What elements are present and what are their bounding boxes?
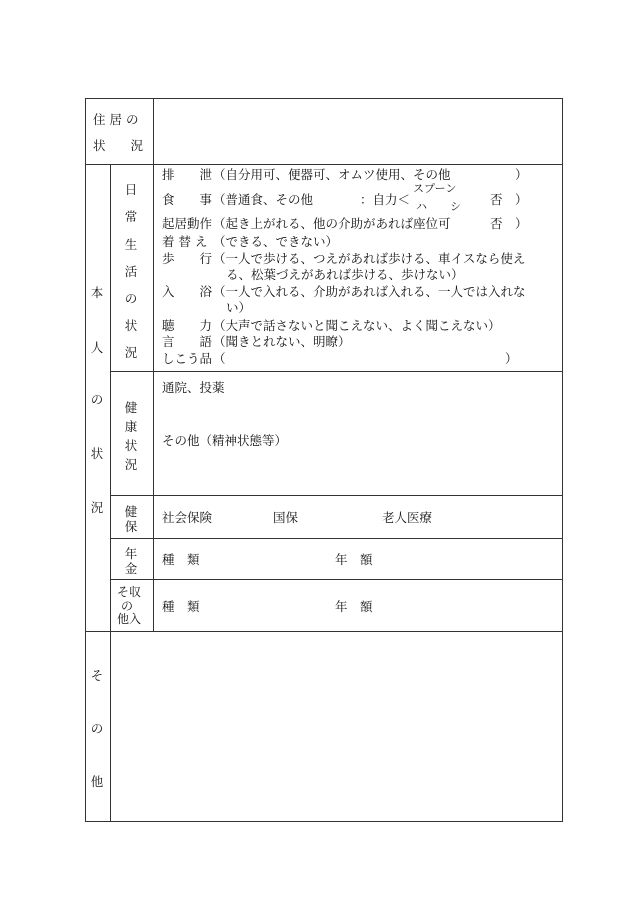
pension-label-1: 年 bbox=[124, 546, 138, 561]
walking-label: 歩 行 bbox=[162, 251, 213, 266]
others-label-char: の bbox=[90, 721, 104, 736]
insurance-social: 社会保険 bbox=[162, 510, 213, 525]
luxury-open: （ bbox=[213, 351, 226, 366]
pension-kind: 種 類 bbox=[162, 552, 200, 567]
divider-insurance-bottom bbox=[110, 538, 563, 539]
luxury-label: しこう品 bbox=[162, 351, 213, 366]
walking-text-1: （一人で歩ける、つえがあれば歩ける、車イスなら使え bbox=[213, 251, 526, 266]
meal-chopsticks-1: ハ bbox=[416, 200, 427, 213]
self-label-char: 況 bbox=[90, 500, 104, 515]
pension-amount: 年 額 bbox=[335, 552, 373, 567]
walking-text-2: る、松葉づえがあれば歩ける、歩けない） bbox=[226, 267, 464, 282]
meal-close: ） bbox=[515, 192, 528, 207]
other-income-amount: 年 額 bbox=[335, 599, 373, 614]
daily-label-char: 活 bbox=[124, 264, 138, 279]
meal-no: 否 bbox=[490, 192, 503, 207]
rising-label: 起居動作 bbox=[162, 216, 213, 231]
other-income-label-2: の bbox=[121, 599, 134, 613]
insurance-national: 国保 bbox=[273, 510, 299, 525]
housing-label-2: 状 況 bbox=[93, 138, 144, 153]
speech-text: （聞きとれない、明瞭） bbox=[213, 334, 351, 349]
speech-label: 言 語 bbox=[162, 334, 213, 349]
excretion-text: （自分用可、便器可、オムツ使用、その他 bbox=[213, 167, 451, 182]
divider-self-col bbox=[110, 164, 111, 632]
dressing-text: （できる、できない） bbox=[213, 234, 339, 249]
meal-spoon: スプーン bbox=[413, 182, 457, 195]
divider-housing-label bbox=[153, 98, 154, 165]
pension-label-2: 金 bbox=[124, 561, 138, 576]
daily-label-char: 常 bbox=[124, 209, 138, 224]
bathing-text-2: い） bbox=[226, 300, 252, 315]
insurance-elderly: 老人医療 bbox=[382, 510, 433, 525]
daily-label-char: 日 bbox=[124, 182, 138, 197]
health-label-char: 況 bbox=[124, 457, 138, 472]
self-label-char: 状 bbox=[90, 446, 104, 461]
meal-text: （普通食、その他 bbox=[213, 192, 314, 207]
rising-close: ） bbox=[515, 216, 528, 231]
other-income-label-1: そ収 bbox=[117, 585, 142, 599]
hearing-label: 聴 力 bbox=[162, 318, 213, 333]
insurance-label-2: 保 bbox=[124, 519, 138, 534]
rising-no: 否 bbox=[490, 216, 503, 231]
bathing-label: 入 浴 bbox=[162, 284, 213, 299]
bathing-text-1: （一人で入れる、介助があれば入れる、一人では入れな bbox=[213, 284, 526, 299]
health-label-char: 状 bbox=[124, 438, 138, 453]
divider-daily-bottom bbox=[110, 371, 563, 372]
daily-label-char: 況 bbox=[124, 345, 138, 360]
health-line-1: 通院、投薬 bbox=[162, 380, 225, 395]
divider-housing-bottom bbox=[85, 164, 563, 165]
insurance-label-1: 健 bbox=[124, 504, 138, 519]
meal-self: ：自力＜ bbox=[360, 192, 411, 207]
divider-health-bottom bbox=[110, 495, 563, 496]
divider-sublabel-col bbox=[153, 164, 154, 632]
health-label-char: 康 bbox=[124, 419, 138, 434]
daily-label-char: 生 bbox=[124, 237, 138, 252]
self-label-char: の bbox=[90, 392, 104, 407]
rising-text: （起き上がれる、他の介助があれば座位可 bbox=[213, 216, 451, 231]
meal-chopsticks-2: シ bbox=[450, 200, 461, 213]
other-income-kind: 種 類 bbox=[162, 599, 200, 614]
excretion-label: 排 泄 bbox=[162, 167, 213, 182]
daily-label-char: 状 bbox=[124, 318, 138, 333]
dressing-label: 着 替 え bbox=[162, 234, 208, 249]
excretion-close: ） bbox=[515, 167, 528, 182]
meal-label: 食 事 bbox=[162, 192, 213, 207]
self-label-char: 人 bbox=[90, 340, 104, 355]
others-label-char: 他 bbox=[90, 774, 104, 789]
others-label-char: そ bbox=[90, 668, 104, 683]
health-label-char: 健 bbox=[124, 400, 138, 415]
health-line-2: その他（精神状態等） bbox=[162, 433, 288, 448]
other-income-label-3: 他入 bbox=[117, 612, 142, 626]
self-label-char: 本 bbox=[90, 285, 104, 300]
divider-others-col bbox=[110, 631, 111, 822]
housing-label-1: 住 居 の bbox=[93, 112, 139, 127]
divider-pension-bottom bbox=[110, 579, 563, 580]
daily-label-char: の bbox=[124, 291, 138, 306]
luxury-close: ） bbox=[505, 351, 518, 366]
hearing-text: （大声で話さないと聞こえない、よく聞こえない） bbox=[213, 318, 501, 333]
divider-self-bottom bbox=[85, 631, 563, 632]
